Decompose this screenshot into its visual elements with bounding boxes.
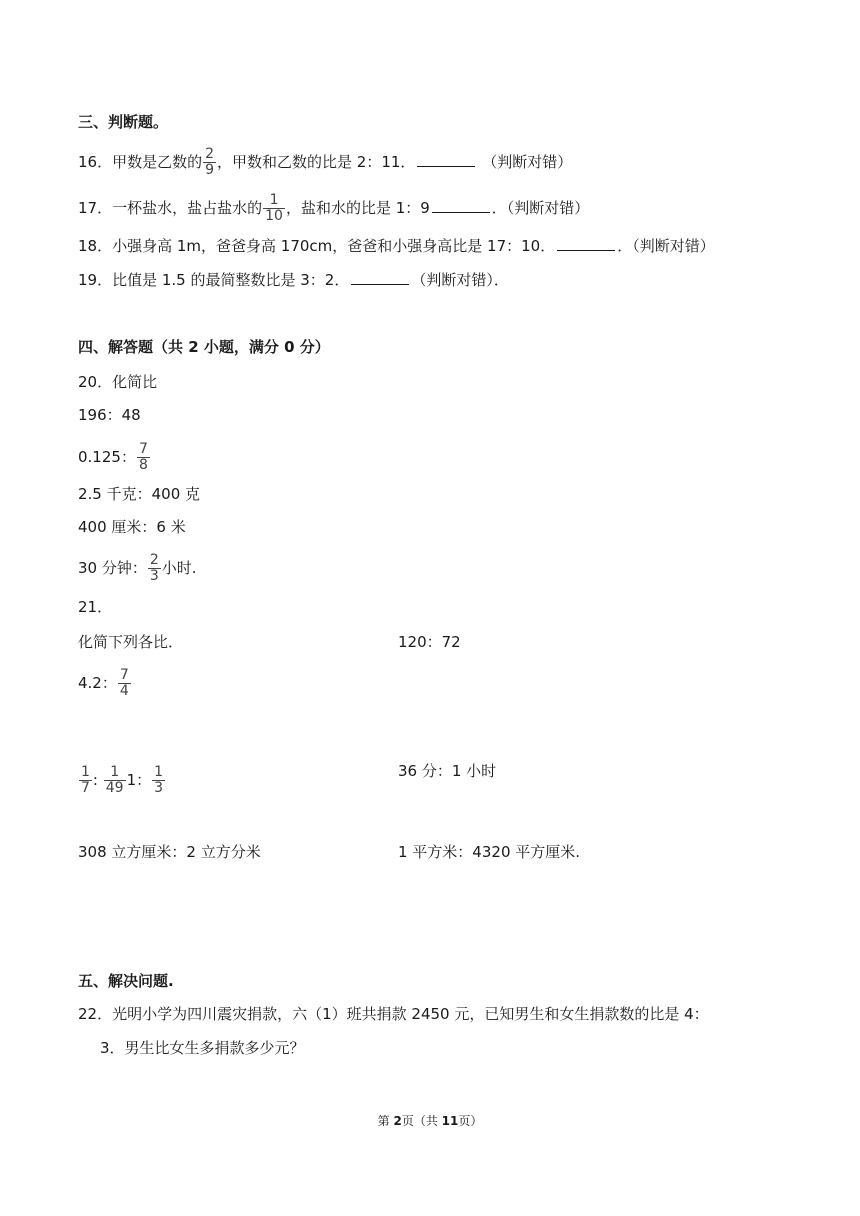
q21-left-3 bbox=[78, 765, 166, 796]
section-5-title: 五、解决问题. bbox=[78, 972, 174, 990]
q21-l3-f2-num: 1 bbox=[110, 764, 120, 780]
q16-frac-num: 2 bbox=[205, 146, 215, 162]
q21-left-2-fraction bbox=[118, 668, 131, 699]
q16-fraction bbox=[203, 147, 216, 178]
q21-l2-den: 4 bbox=[119, 683, 129, 699]
q22-line-1: 22．光明小学为四川震灾捐款，六（1）班共捐款 2450 元，已知男生和女生捐款数的比是 4： bbox=[78, 1005, 709, 1023]
q21-l3-f2-den: 49 bbox=[105, 780, 124, 796]
q20-item-2 bbox=[78, 442, 151, 473]
q16-text-c: （判断对错） bbox=[477, 153, 573, 171]
question-17 bbox=[78, 193, 589, 224]
q20-item-5-text-b: 小时. bbox=[161, 559, 197, 577]
q20-label: 20．化简比 bbox=[78, 373, 158, 391]
footer-text-c: 页） bbox=[458, 1114, 483, 1128]
q17-number: 17． bbox=[78, 199, 113, 217]
q16-text-a: 甲数是乙数的 bbox=[112, 153, 203, 171]
q18-number: 18． bbox=[78, 237, 113, 255]
q21-l3-sep-2: 1： bbox=[126, 771, 152, 789]
q20-item-2-text: 0.125： bbox=[78, 448, 136, 466]
q18-text-a: 小强身高 1m，爸爸身高 170cm，爸爸和小强身高比是 17：10． bbox=[112, 237, 556, 255]
q17-frac-den: 10 bbox=[265, 208, 283, 224]
q21-l3-sep-1: : bbox=[92, 771, 103, 789]
q21-label: 21． bbox=[78, 598, 113, 616]
q21-left-2 bbox=[78, 668, 132, 699]
q20-item-1: 196：48 bbox=[78, 406, 141, 424]
q20-i2-den: 8 bbox=[138, 457, 148, 473]
q20-item-5-text-a: 30 分钟： bbox=[78, 559, 147, 577]
q19-text-a: 比值是 1.5 的最简整数比是 3：2． bbox=[112, 271, 350, 289]
q16-text-b: ，甲数和乙数的比是 2：11． bbox=[217, 153, 416, 171]
q16-frac-den: 9 bbox=[205, 162, 215, 178]
q19-number: 19． bbox=[78, 271, 113, 289]
q21-l3-fraction-3 bbox=[152, 765, 165, 796]
q20-item-2-fraction bbox=[137, 442, 150, 473]
q21-right-1: 120：72 bbox=[398, 633, 461, 651]
q21-intro: 化简下列各比． bbox=[78, 633, 184, 651]
page-footer bbox=[0, 1112, 860, 1129]
q20-item-5 bbox=[78, 553, 197, 584]
q21-right-3: 36 分：1 小时 bbox=[398, 762, 497, 780]
q17-text-a: 一杯盐水，盐占盐水的 bbox=[112, 199, 263, 217]
q22-line-2: 3．男生比女生多捐款多少元？ bbox=[100, 1039, 305, 1057]
q20-i5-den: 3 bbox=[149, 568, 159, 584]
q20-item-4: 400 厘米：6 米 bbox=[78, 518, 186, 536]
section-3-title: 三、判断题。 bbox=[78, 113, 169, 131]
q21-right-4: 1 平方米：4320 平方厘米. bbox=[398, 843, 581, 861]
q18-answer-blank[interactable] bbox=[557, 236, 615, 251]
q16-answer-blank[interactable] bbox=[417, 152, 475, 167]
q18-text-c: ．（判断对错） bbox=[617, 237, 715, 255]
question-16 bbox=[78, 147, 572, 178]
q21-l3-f3-num: 1 bbox=[154, 764, 164, 780]
q17-fraction bbox=[263, 193, 285, 224]
q16-number: 16． bbox=[78, 153, 113, 171]
q17-answer-blank[interactable] bbox=[432, 198, 490, 213]
q20-item-5-fraction bbox=[148, 553, 161, 584]
q17-text-b: ，盐和水的比是 1：9 bbox=[285, 199, 430, 217]
q17-frac-num: 1 bbox=[269, 192, 279, 208]
q21-l2-num: 7 bbox=[119, 667, 129, 683]
q21-l3-f1-num: 1 bbox=[81, 764, 90, 780]
q21-left-2-text: 4.2： bbox=[78, 674, 117, 692]
q21-l3-fraction-1 bbox=[79, 765, 92, 796]
q17-text-c: ．（判断对错） bbox=[491, 199, 590, 217]
footer-text-a: 第 bbox=[377, 1114, 394, 1128]
section-4-title: 四、解答题（共 2 小题，满分 0 分） bbox=[78, 338, 330, 356]
q21-left-4: 308 立方厘米：2 立方分米 bbox=[78, 843, 261, 861]
footer-text-b: 页（共 bbox=[401, 1114, 442, 1128]
q20-item-3: 2.5 千克：400 克 bbox=[78, 485, 201, 503]
question-18 bbox=[78, 236, 715, 256]
q20-i2-num: 7 bbox=[138, 441, 148, 457]
q20-i5-num: 2 bbox=[149, 552, 159, 568]
q19-text-c: （判断对错）． bbox=[411, 271, 509, 289]
q21-l3-f1-den: 7 bbox=[81, 780, 90, 796]
question-19 bbox=[78, 270, 509, 290]
q19-answer-blank[interactable] bbox=[351, 270, 409, 285]
q21-l3-f3-den: 3 bbox=[154, 780, 164, 796]
q21-l3-fraction-2 bbox=[104, 765, 126, 796]
footer-total-pages: 11 bbox=[441, 1114, 459, 1128]
footer-page-number: 2 bbox=[393, 1114, 402, 1128]
